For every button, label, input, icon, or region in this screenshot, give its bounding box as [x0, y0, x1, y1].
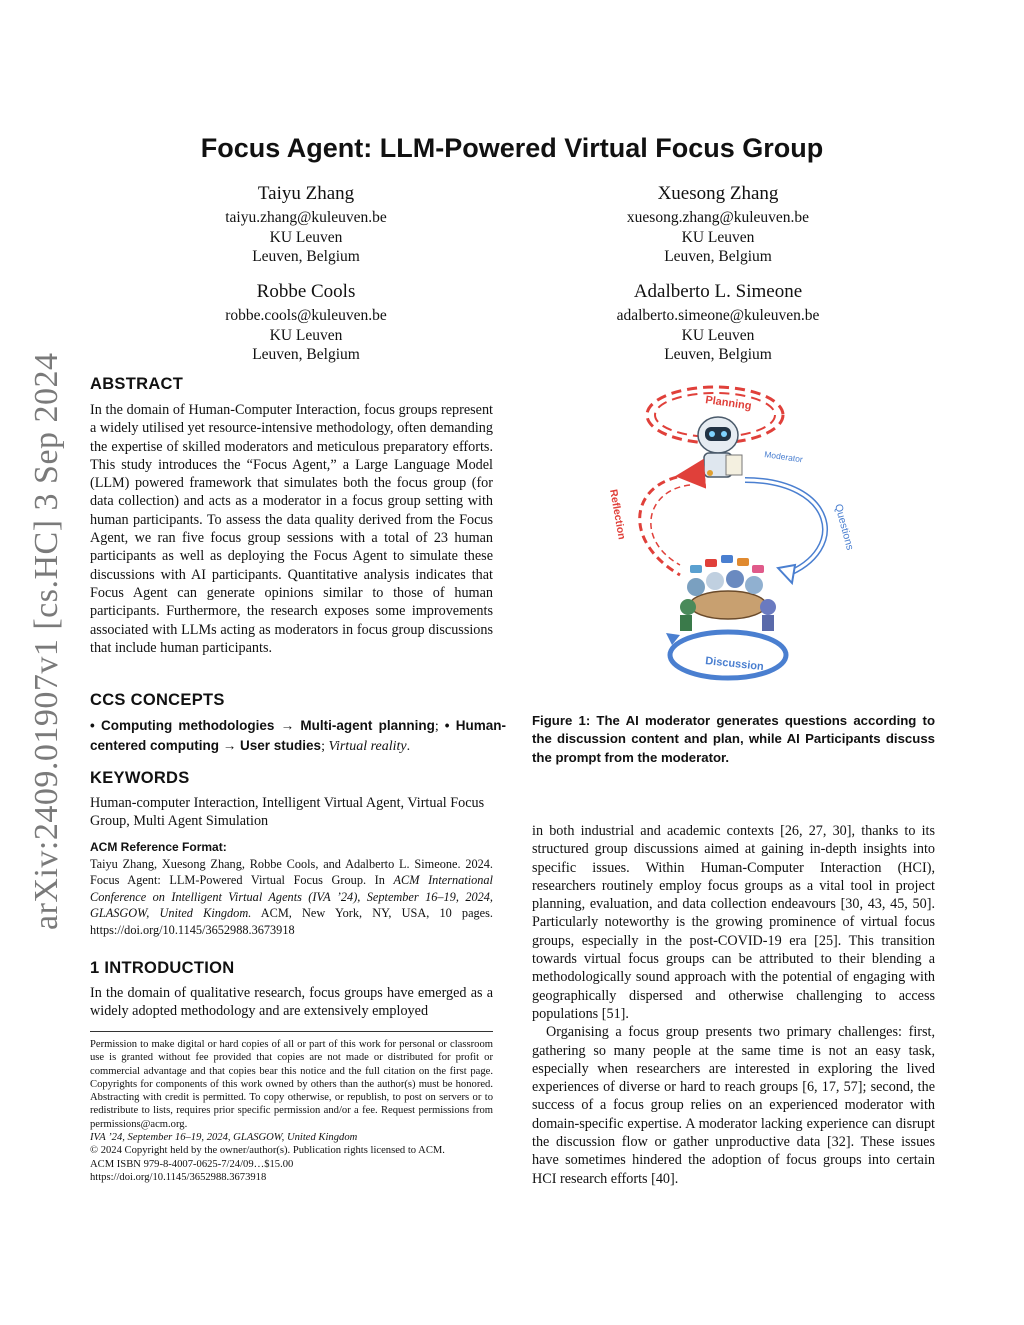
- keywords-heading: KEYWORDS: [90, 769, 190, 787]
- author-block: [156, 280, 456, 365]
- reference-format-heading: ACM Reference Format:: [90, 840, 227, 854]
- permission-notice: Permission to make digital or hard copies of all or part of this work for personal or classroom use is granted without fee provided that copies are not made or distributed for profit or commercial advantage and that copies bear this notice and the full citation on the first page. Copyrights for components of this work owned by others than the author(s) must be honored. Abstracting with credit is permitted. To copy otherwise, or republish, to post on servers or to redistribute to lists, requires prior specific permission and/or a fee. Request permissions from permissions@acm.org.: [90, 1039, 493, 1130]
- ccs-end: .: [406, 739, 411, 754]
- author-name: Xuesong Zhang: [657, 183, 779, 204]
- author-email[interactable]: xuesong.zhang@kuleuven.be: [626, 209, 810, 226]
- reference-format-text: [90, 856, 493, 938]
- reflection-arrow: [640, 475, 690, 575]
- introduction-left-text: In the domain of qualitative research, focus groups have emerged as a widely adopted methodology and are extensively employed: [90, 985, 493, 1020]
- introduction-right-text: [532, 822, 935, 1188]
- footnote-divider: [90, 1031, 493, 1032]
- reflection-arrow-inner: [651, 485, 690, 565]
- author-email[interactable]: adalberto.simeone@kuleuven.be: [616, 307, 820, 324]
- ccs-concepts: [90, 716, 506, 756]
- ccs-separator: ;: [321, 739, 329, 754]
- author-block: [156, 182, 456, 267]
- author-name: Taiyu Zhang: [257, 183, 355, 204]
- author-location: Leuven, Belgium: [664, 248, 772, 265]
- paper-title: Focus Agent: LLM-Powered Virtual Focus Group: [200, 133, 824, 163]
- questions-label: Questions: [832, 502, 856, 552]
- author-name: Robbe Cools: [256, 281, 356, 302]
- author-location: Leuven, Belgium: [664, 346, 772, 363]
- reference-authors: Taiyu Zhang, Xuesong Zhang, Robbe Cools, and Adalberto L. Simeone. 2024. Focus Agent: LLM-Powered Virtual Focus Group. In: [90, 857, 493, 888]
- discussion-label: Discussion: [704, 655, 765, 674]
- author-affiliation: KU Leuven: [269, 228, 343, 246]
- copyright-notice: © 2024 Copyright held by the owner/author(s). Publication rights licensed to ACM.: [90, 1145, 445, 1157]
- keywords-text: Human-computer Interaction, Intelligent Virtual Agent, Virtual Focus Group, Multi Agent Simulation: [90, 795, 485, 830]
- planning-label: Planning: [704, 394, 753, 413]
- ccs-term: • Computing methodologies → Multi-agent planning: [90, 718, 435, 733]
- ai-participants-icon: [680, 555, 776, 631]
- discussion-loop: [670, 632, 786, 678]
- moderator-label: Moderator: [763, 449, 804, 465]
- focus-agent-figure: [580, 365, 890, 695]
- author-email[interactable]: robbe.cools@kuleuven.be: [225, 307, 387, 324]
- author-name: Adalberto L. Simeone: [633, 281, 803, 302]
- figure-caption: Figure 1: The AI moderator generates questions according to the discussion content and plan, while AI Participants discuss the prompt from the moderator.: [532, 713, 935, 765]
- reference-publisher: ACM, New York, NY, USA, 10 pages. https://doi.org/10.1145/3652988.3673918: [90, 906, 493, 937]
- author-block: [568, 280, 868, 365]
- abstract-heading: ABSTRACT: [90, 375, 184, 393]
- questions-arrowhead: [778, 565, 795, 583]
- ccs-separator: ;: [434, 719, 445, 734]
- ccs-heading: CCS CONCEPTS: [90, 691, 225, 709]
- doi-link[interactable]: https://doi.org/10.1145/3652988.3673918: [90, 1171, 267, 1183]
- reflection-label: Reflection: [607, 488, 628, 541]
- author-affiliation: KU Leuven: [269, 326, 343, 344]
- reference-venue: ACM International Conference on Intelligent Virtual Agents (IVA ’24), September 16–19, 2024, GLASGOW, United Kingdom.: [90, 873, 493, 921]
- ccs-term: Virtual reality: [328, 739, 407, 754]
- footnote-block: [90, 1038, 493, 1184]
- author-affiliation: KU Leuven: [681, 228, 755, 246]
- author-affiliation: KU Leuven: [681, 326, 755, 344]
- abstract-text: In the domain of Human-Computer Interaction, focus groups represent a widely utilised yet resource-intensive methodology, often demanding the expertise of skilled moderators and meticulous preparatory efforts. This study introduces the “Focus Agent,” a Large Language Model (LLM) powered framework that simulates both the focus group (for data collection) and acts as a moderator in a focus group setting with human participants. To assess the data quality derived from the Focus Agent, we ran five focus group sessions with a total of 23 human participants as well as deploying the Focus Agent to simulate these discussions with AI participants. Quantitative analysis indicates that Focus Agent can generate opinions similar to those of human participants. Furthermore, the research exposes some improvements associated with LLMs acting as moderators in focus group discussions that include human participants.: [90, 402, 493, 656]
- moderator-robot-icon: [698, 417, 742, 477]
- author-block: [568, 182, 868, 267]
- author-location: Leuven, Belgium: [252, 248, 360, 265]
- footnote-venue: IVA ’24, September 16–19, 2024, GLASGOW, United Kingdom: [90, 1132, 358, 1144]
- questions-arrow: [745, 480, 825, 575]
- arxiv-identifier: arXiv:2409.01907v1 [cs.HC] 3 Sep 2024: [28, 352, 65, 930]
- ccs-term: • Human-centered computing → User studies: [90, 718, 506, 753]
- introduction-heading: 1 INTRODUCTION: [90, 959, 235, 977]
- author-location: Leuven, Belgium: [252, 346, 360, 363]
- author-email[interactable]: taiyu.zhang@kuleuven.be: [225, 209, 387, 226]
- introduction-paragraph: in both industrial and academic contexts [26, 27, 30], thanks to its structured group discussions aimed at gaining in-depth insights into specific issues. Within Human-Computer Interaction (HCI), researchers routinely employ focus groups as a vital tool in project planning, evaluation, and data collection endeavours [30, 43, 45, 50]. Particularly noteworthy is the growing prominence of virtual focus groups, especially in the post-COVID-19 era [25]. This transition towards virtual focus groups can be attributed to their blending a methodologically sound approach with the potential of engaging with geographically dispersed and otherwise challenging to access populations [51].: [532, 823, 935, 1022]
- isbn: ACM ISBN 979-8-4007-0625-7/24/09…$15.00: [90, 1158, 294, 1170]
- introduction-paragraph: Organising a focus group presents two primary challenges: first, gathering so many people at the same time is not an easy task, especially when researchers are interested in exploring the lived experiences of diverse or hard to reach groups [6, 17, 57]; second, the success of a focus group relies on an experienced moderator with domain-specific expertise. A moderator lacking experience can disrupt the discussion flow or gather unproductive data [32]. These issues have sometimes hindered the adoption of focus groups into certain HCI research efforts [40].: [532, 1024, 935, 1187]
